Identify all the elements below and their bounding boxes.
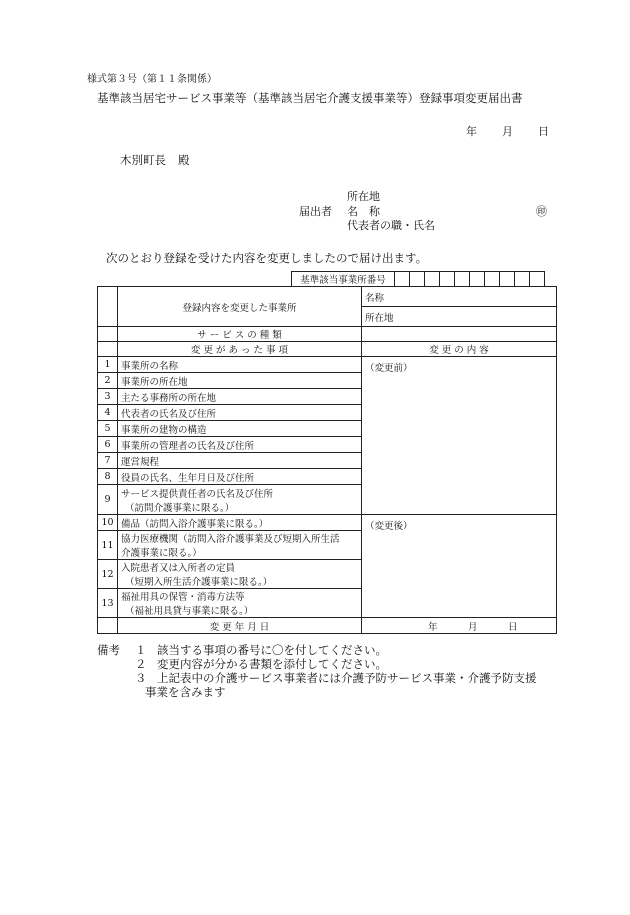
digit-box[interactable] — [485, 272, 500, 287]
item-number[interactable]: 11 — [98, 531, 118, 560]
item-label: 役員の氏名、生年月日及び住所 — [118, 469, 362, 485]
registration-number-row — [291, 271, 545, 287]
notes-label: 備考 — [97, 643, 120, 657]
item-label: 事業所の管理者の氏名及び住所 — [118, 437, 362, 453]
item-number[interactable]: 13 — [98, 589, 118, 618]
item-number[interactable]: 5 — [98, 421, 118, 437]
addressee — [120, 152, 190, 168]
item-label — [118, 560, 362, 589]
item-label: 事業所の所在地 — [118, 373, 362, 389]
after-label: （変更後） — [365, 521, 413, 532]
changes-header: 変 更 の 内 容 — [362, 342, 557, 357]
item-label-line: サービス提供責任者の氏名及び住所 — [121, 488, 274, 500]
service-type-field[interactable] — [362, 327, 557, 342]
office-gutter — [98, 287, 118, 327]
item-label — [118, 589, 362, 618]
digit-box[interactable] — [530, 272, 545, 287]
item-label-sub: （訪問介護事業に限る。） — [125, 502, 235, 514]
item-number[interactable]: 1 — [98, 357, 118, 373]
change-date-year: 年 — [428, 622, 438, 633]
note-text: 変更内容が分かる書類を添付してください。 — [157, 657, 387, 671]
item-label: 事業所の建物の構造 — [118, 421, 362, 437]
addressee-honorific: 殿 — [178, 153, 190, 167]
note-text-continued: 事業を含みます — [145, 685, 226, 699]
item-number[interactable]: 4 — [98, 405, 118, 421]
digit-box[interactable] — [500, 272, 515, 287]
item-label: 備品（訪問入浴介護事業に限る。） — [118, 515, 362, 531]
item-label: 運営規程 — [118, 453, 362, 469]
item-label — [118, 531, 362, 560]
note-number: １ — [135, 643, 147, 657]
item-label: 事業所の名称 — [118, 357, 362, 373]
date-month: 月 — [502, 125, 513, 138]
service-type-label: サ ー ビ ス の 種 類 — [118, 327, 362, 342]
change-date-day: 日 — [508, 622, 518, 633]
office-address-field[interactable]: 所在地 — [362, 307, 557, 327]
change-date-field[interactable] — [362, 618, 557, 634]
item-number[interactable]: 2 — [98, 373, 118, 389]
applicant-representative-label: 代表者の職・氏名 — [347, 219, 435, 232]
item-label-line: 入院患者又は入所者の定員 — [121, 563, 236, 574]
date-year: 年 — [466, 125, 477, 138]
addressee-name: 木別町長 — [120, 153, 166, 167]
seal-mark: ㊞ — [536, 205, 547, 218]
item-label — [118, 485, 362, 515]
note-text: 該当する事項の番号に〇を付してください。 — [157, 643, 387, 657]
item-label-sub: 介護事業に限る。） — [121, 548, 202, 559]
before-box[interactable] — [362, 357, 557, 515]
change-date-label: 変 更 年 月 日 — [118, 618, 362, 634]
item-label: 代表者の氏名及び住所 — [118, 405, 362, 421]
item-label-sub: （福祉用具貸与事業に限る。） — [125, 606, 254, 617]
item-number[interactable]: 7 — [98, 453, 118, 469]
intro-text: 次のとおり登録を受けた内容を変更しましたので届け出ます。 — [106, 251, 428, 265]
digit-box[interactable] — [440, 272, 455, 287]
digit-box[interactable] — [410, 272, 425, 287]
change-table — [97, 286, 557, 634]
note-text: 上記表中の介護サービス事業者には介護予防サービス事業・介護予防支援 — [157, 671, 537, 685]
item-label-sub: （短期入所生活介護事業に限る。） — [125, 577, 273, 588]
item-number[interactable]: 3 — [98, 389, 118, 405]
applicant-name-label: 名 称 — [347, 205, 380, 218]
before-label: （変更前） — [365, 363, 413, 374]
item-label-line: 福祉用具の保管・消毒方法等 — [121, 592, 245, 603]
office-header: 登録内容を変更した事業所 — [118, 287, 362, 327]
document-title: 基準該当居宅サービス事業等（基準該当居宅介護支援事業等）登録事項変更届出書 — [97, 91, 523, 105]
item-label-line: 協力医療機関（訪問入浴介護事業及び短期入所生活 — [121, 534, 340, 545]
applicant-address-label: 所在地 — [347, 190, 380, 203]
registration-number-label: 基準該当事業所番号 — [292, 272, 395, 287]
changed-items-header: 変 更 が あ っ た 事 項 — [118, 342, 362, 357]
digit-box[interactable] — [425, 272, 440, 287]
date-day: 日 — [538, 125, 549, 138]
item-number[interactable]: 10 — [98, 515, 118, 531]
digit-box[interactable] — [515, 272, 530, 287]
form-number: 様式第３号（第１１条関係） — [87, 74, 217, 85]
item-number[interactable]: 6 — [98, 437, 118, 453]
note-number: ２ — [135, 657, 147, 671]
digit-box[interactable] — [395, 272, 410, 287]
after-box[interactable] — [362, 515, 557, 618]
digit-box[interactable] — [470, 272, 485, 287]
office-name-field[interactable]: 名称 — [362, 287, 557, 307]
item-number[interactable]: 9 — [98, 485, 118, 515]
applicant-label: 届出者 — [299, 205, 332, 218]
item-label: 主たる事務所の所在地 — [118, 389, 362, 405]
item-number[interactable]: 8 — [98, 469, 118, 485]
change-date-month: 月 — [468, 622, 478, 633]
digit-box[interactable] — [455, 272, 470, 287]
note-number: ３ — [135, 671, 147, 685]
item-number[interactable]: 12 — [98, 560, 118, 589]
